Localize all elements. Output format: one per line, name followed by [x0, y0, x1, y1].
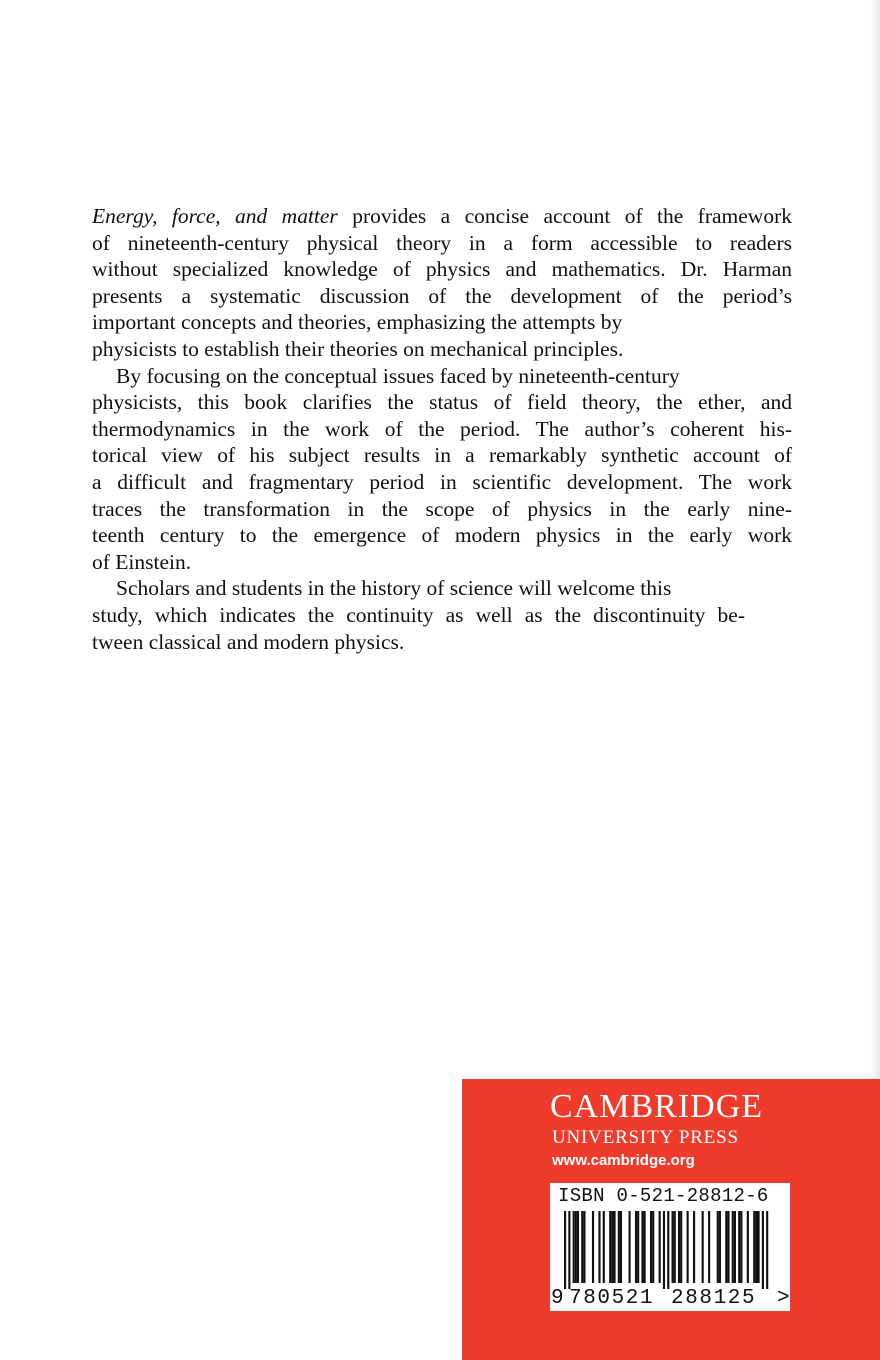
blurb-line: thermodynamics in the work of the period. The author’s coherent his- — [92, 416, 792, 441]
barcode-bar — [680, 1211, 682, 1283]
barcode-bar — [644, 1211, 646, 1283]
publisher-website: www.cambridge.org — [552, 1152, 695, 1169]
barcode-bar — [613, 1211, 615, 1283]
barcode-bar — [641, 1211, 643, 1283]
barcode-bar — [753, 1211, 755, 1283]
barcode-guard-bar — [564, 1211, 566, 1289]
blurb-line: physicists, this book clarifies the status of field theory, the ether, and — [92, 390, 792, 415]
barcode-guard-bar — [667, 1211, 669, 1289]
barcode-bar — [637, 1211, 639, 1283]
blurb-line: presents a systematic discussion of the development of the period’s — [92, 283, 792, 308]
barcode-guard-bar — [762, 1211, 764, 1289]
barcode-bar — [740, 1211, 742, 1283]
barcode-bar — [603, 1211, 605, 1283]
barcode-bar — [598, 1211, 600, 1283]
barcode-bar — [611, 1211, 613, 1283]
blurb-line: of Einstein. — [92, 549, 192, 574]
spine-shadow — [870, 0, 880, 1080]
isbn-barcode — [550, 1183, 790, 1311]
barcode-bar — [577, 1211, 579, 1283]
blurb-line: Scholars and students in the history of science will welcome this — [116, 576, 672, 601]
barcode-bar — [659, 1211, 661, 1283]
blurb-paragraph-3 — [92, 575, 792, 655]
barcode-bar — [592, 1211, 594, 1283]
barcode-bar — [583, 1211, 585, 1283]
barcode-bar — [609, 1211, 611, 1283]
blurb-line: of nineteenth-century physical theory in a form accessible to readers — [92, 230, 792, 255]
barcode-bar — [678, 1211, 680, 1283]
barcode-bar — [687, 1211, 689, 1283]
blurb-line: important concepts and theories, emphasizing the attempts by — [92, 310, 623, 335]
barcode-bar — [727, 1211, 729, 1283]
barcode-bar — [755, 1211, 757, 1283]
barcode-bar — [635, 1211, 637, 1283]
barcode-guard-bar — [568, 1211, 570, 1289]
barcode-bar — [672, 1211, 674, 1283]
barcode-bar — [758, 1211, 760, 1283]
publisher-wordmark: CAMBRIDGE — [550, 1088, 764, 1125]
blurb-line: study, which indicates the continuity as well as the discontinuity be- — [92, 602, 745, 627]
back-cover-blurb — [92, 203, 792, 655]
barcode-bar — [734, 1211, 736, 1283]
ean-arrow: > — [777, 1287, 790, 1310]
barcode-bar — [702, 1211, 704, 1283]
barcode-bar — [738, 1211, 740, 1283]
blurb-line: Energy, force, and matter provides a concise account of the framework — [92, 204, 792, 228]
blurb-line: teenth century to the emergence of modern physics in the early work — [92, 523, 792, 548]
blurb-line: traces the transformation in the scope of physics in the early nine- — [92, 496, 792, 521]
blurb-line: torical view of his subject results in a remarkably synthetic account of — [92, 443, 792, 468]
barcode-bar — [708, 1211, 710, 1283]
blurb-paragraph-2 — [92, 363, 792, 576]
blurb-line: a difficult and fragmentary period in scientific development. The work — [92, 469, 792, 494]
barcode-bar — [618, 1211, 620, 1283]
barcode-bar — [575, 1211, 577, 1283]
blurb-line: physicists to establish their theories on mechanical principles. — [92, 336, 624, 361]
blurb-line: tween classical and modern physics. — [92, 629, 405, 654]
barcode-bar — [573, 1211, 575, 1283]
barcode-guard-bar — [663, 1211, 665, 1289]
barcode-bar — [652, 1211, 654, 1283]
blurb-line: By focusing on the conceptual issues faced by nineteenth-century — [116, 363, 680, 388]
ean-right-group: 288125 — [671, 1287, 757, 1310]
barcode-bar — [674, 1211, 676, 1283]
isbn-label: ISBN 0-521-28812-6 — [558, 1185, 769, 1207]
blurb-line: without specialized knowledge of physics and mathematics. Dr. Harman — [92, 257, 792, 282]
publisher-panel — [462, 1079, 880, 1360]
ean-lead-digit: 9 — [551, 1287, 564, 1310]
barcode-bar — [719, 1211, 721, 1283]
barcode-bar — [629, 1211, 631, 1283]
barcode-bar — [717, 1211, 719, 1283]
publisher-subbrand: UNIVERSITY PRESS — [552, 1127, 739, 1148]
barcode-bar — [693, 1211, 695, 1283]
barcode-bar — [725, 1211, 727, 1283]
barcode-bar — [620, 1211, 622, 1283]
blurb-paragraph-1 — [92, 203, 792, 363]
barcode-bar — [732, 1211, 734, 1283]
barcode-bars — [550, 1211, 790, 1291]
book-title-italic: Energy, force, and matter — [92, 204, 338, 228]
barcode-bar — [747, 1211, 749, 1283]
barcode-bar — [650, 1211, 652, 1283]
barcode-bar — [581, 1211, 583, 1283]
ean-left-group: 780521 — [569, 1287, 655, 1310]
barcode-guard-bar — [766, 1211, 768, 1289]
